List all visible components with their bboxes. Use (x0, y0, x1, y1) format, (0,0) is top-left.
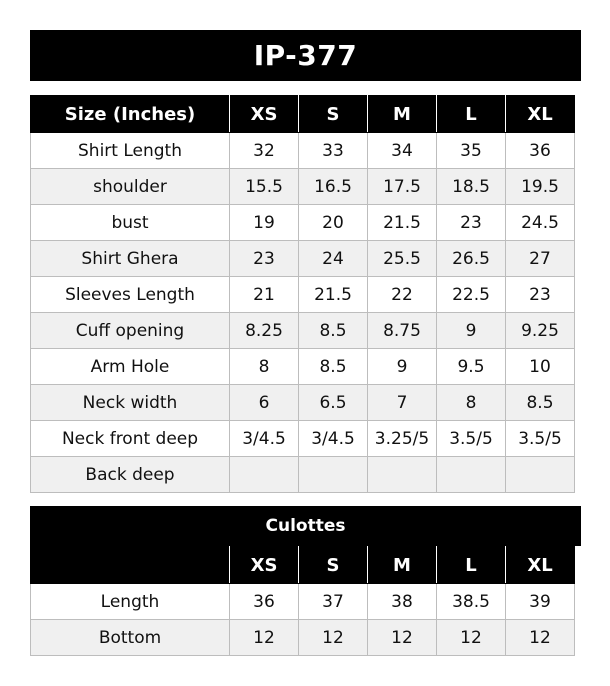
cell-value: 21.5 (299, 277, 368, 313)
cell-value: 37 (299, 584, 368, 620)
cell-value: 8.75 (368, 313, 437, 349)
cell-value: 27 (506, 241, 575, 277)
row-label: Sleeves Length (31, 277, 230, 313)
table-row (31, 584, 575, 620)
cell-value: 20 (299, 205, 368, 241)
header-blank (31, 547, 230, 584)
table-row (31, 241, 575, 277)
row-label: Shirt Length (31, 133, 230, 169)
size-chart-table (30, 95, 575, 493)
cell-value: 17.5 (368, 169, 437, 205)
header-s: S (299, 96, 368, 133)
cell-value: 12 (437, 620, 506, 656)
cell-value: 22.5 (437, 277, 506, 313)
row-label: Neck front deep (31, 421, 230, 457)
header-s: S (299, 547, 368, 584)
culottes-title: Culottes (30, 506, 581, 546)
row-label: Length (31, 584, 230, 620)
header-xs: XS (230, 547, 299, 584)
row-label: bust (31, 205, 230, 241)
cell-value: 22 (368, 277, 437, 313)
header-m: M (368, 96, 437, 133)
page-title: IP-377 (30, 30, 581, 81)
row-label: Back deep (31, 457, 230, 493)
cell-value (368, 457, 437, 493)
cell-value: 8 (437, 385, 506, 421)
table-row (31, 169, 575, 205)
cell-value: 21.5 (368, 205, 437, 241)
cell-value: 34 (368, 133, 437, 169)
cell-value: 3/4.5 (299, 421, 368, 457)
header-size-label: Size (Inches) (31, 96, 230, 133)
table-row (31, 421, 575, 457)
cell-value: 8.5 (299, 349, 368, 385)
row-label: Cuff opening (31, 313, 230, 349)
cell-value: 8.5 (506, 385, 575, 421)
cell-value: 38.5 (437, 584, 506, 620)
cell-value: 3.5/5 (437, 421, 506, 457)
row-label: Arm Hole (31, 349, 230, 385)
cell-value (230, 457, 299, 493)
table-row (31, 133, 575, 169)
row-label: Neck width (31, 385, 230, 421)
cell-value: 24 (299, 241, 368, 277)
table-header-row (31, 96, 575, 133)
header-xl: XL (506, 96, 575, 133)
cell-value: 10 (506, 349, 575, 385)
cell-value: 16.5 (299, 169, 368, 205)
cell-value: 25.5 (368, 241, 437, 277)
cell-value: 36 (230, 584, 299, 620)
table-row (31, 620, 575, 656)
cell-value (299, 457, 368, 493)
cell-value: 8.5 (299, 313, 368, 349)
table-row (31, 349, 575, 385)
cell-value: 39 (506, 584, 575, 620)
cell-value: 9 (437, 313, 506, 349)
cell-value: 12 (506, 620, 575, 656)
cell-value: 23 (437, 205, 506, 241)
header-l: L (437, 96, 506, 133)
cell-value: 38 (368, 584, 437, 620)
cell-value: 3.5/5 (506, 421, 575, 457)
cell-value: 26.5 (437, 241, 506, 277)
table-row (31, 205, 575, 241)
table-header-row (31, 547, 575, 584)
cell-value: 21 (230, 277, 299, 313)
header-l: L (437, 547, 506, 584)
cell-value: 15.5 (230, 169, 299, 205)
table-row (31, 457, 575, 493)
cell-value: 32 (230, 133, 299, 169)
cell-value: 6.5 (299, 385, 368, 421)
cell-value: 33 (299, 133, 368, 169)
cell-value: 24.5 (506, 205, 575, 241)
cell-value: 7 (368, 385, 437, 421)
cell-value (506, 457, 575, 493)
cell-value: 12 (299, 620, 368, 656)
table-row (31, 385, 575, 421)
cell-value: 9.5 (437, 349, 506, 385)
row-label: Shirt Ghera (31, 241, 230, 277)
cell-value: 19.5 (506, 169, 575, 205)
table-row (31, 313, 575, 349)
cell-value: 12 (230, 620, 299, 656)
header-xs: XS (230, 96, 299, 133)
cell-value: 3.25/5 (368, 421, 437, 457)
cell-value: 18.5 (437, 169, 506, 205)
row-label: shoulder (31, 169, 230, 205)
cell-value: 19 (230, 205, 299, 241)
cell-value: 9.25 (506, 313, 575, 349)
table-row (31, 277, 575, 313)
cell-value: 23 (506, 277, 575, 313)
header-m: M (368, 547, 437, 584)
cell-value: 6 (230, 385, 299, 421)
cell-value: 8 (230, 349, 299, 385)
header-xl: XL (506, 547, 575, 584)
cell-value: 36 (506, 133, 575, 169)
cell-value: 35 (437, 133, 506, 169)
cell-value (437, 457, 506, 493)
cell-value: 12 (368, 620, 437, 656)
cell-value: 8.25 (230, 313, 299, 349)
culottes-table (30, 546, 575, 656)
cell-value: 3/4.5 (230, 421, 299, 457)
cell-value: 9 (368, 349, 437, 385)
cell-value: 23 (230, 241, 299, 277)
row-label: Bottom (31, 620, 230, 656)
